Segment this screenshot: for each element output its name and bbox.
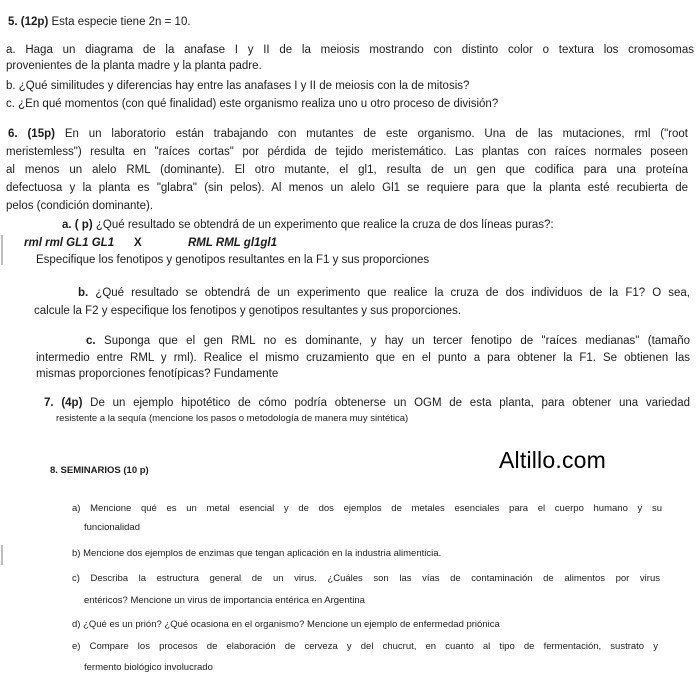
q6-item-a-specify: Especifique los fenotipos y genotipos resultantes en la F1 y sus proporciones	[36, 254, 430, 266]
scan-edge-mark	[1, 235, 3, 265]
q8-title: 8. SEMINARIOS (10 p)	[50, 465, 149, 476]
q6-item-c-line1	[86, 334, 690, 348]
q6-item-b-label: b.	[78, 287, 89, 299]
q8-item-c-line1: c) Describa la estructura general de un virus. ¿Cuáles son las vías de contaminación de alimentos por virus	[72, 573, 660, 584]
q6-item-b-line1	[78, 286, 690, 300]
q8-item-a-line1: a) Mencione qué es un metal esencial y de dos ejemplos de metales esenciales para el cuerpo humano y su	[72, 503, 662, 514]
scan-edge-mark	[1, 545, 3, 565]
q6-item-b-line2: calcule la F2 y especifique los fenotipos y genotipos resultantes y sus proporciones.	[34, 305, 462, 317]
q6-item-c-label: c.	[86, 335, 96, 347]
q6-item-b-text: ¿Qué resultado se obtendrá de un experimento que realice la cruza de dos individuos de la F1? O sea,	[95, 287, 690, 299]
q6-cross-x: X	[134, 237, 142, 249]
q6-item-c-line2: intermedio entre RML y rml). Realice el mismo cruzamiento que en el punto a para obtener la F1. Se obtienen las	[36, 352, 690, 364]
q7-line1-text: De un ejemplo hipotético de cómo podría obtenerse un OGM de esta planta, para obtener una variedad	[90, 397, 690, 409]
q6-points: (15p)	[27, 128, 55, 140]
q6-cross-right: RML RML gl1gl1	[188, 237, 278, 249]
q6-line5: pelos (condición dominante).	[6, 200, 154, 212]
q6-item-a-question: ¿Qué resultado se obtendrá de un experimento que realice la cruza de dos líneas puras?:	[95, 219, 554, 231]
q5-item-c: c. ¿En qué momentos (con qué finalidad) este organismo realiza uno u otro proceso de división?	[6, 98, 499, 110]
q5-item-a-line1: a. Haga un diagrama de la anafase I y II de la meiosis mostrando con distinto color o textura los cromosomas	[6, 44, 694, 56]
q6-number: 6.	[8, 128, 18, 140]
q6-line4: defectuosa y la planta es "glabra" (sin pelos). Al menos un alelo Gl1 se requiere para que la planta esté recubierta de	[6, 182, 688, 194]
q8-item-e-line1: e) Compare los procesos de elaboración de cerveza y del chucrut, en cuanto al tipo de fermentación, sustrato y	[72, 641, 658, 652]
q6-item-a	[62, 218, 554, 232]
q5-header	[8, 15, 191, 29]
q6-item-c-text: Suponga que el gen RML no es dominante, y hay un tercer fenotipo de "raíces medianas" (tamaño	[104, 335, 690, 347]
q8-item-a-line2: funcionalidad	[84, 522, 140, 533]
q5-item-b: b. ¿Qué similitudes y diferencias hay entre las anafases I y II de meiosis con la de mitosis?	[6, 80, 470, 92]
q6-line1-text: En un laboratorio están trabajando con mutantes de este organismo. Una de las mutaciones, rml ("root	[64, 128, 688, 140]
q6-item-c-line3: mismas proporciones fenotípicas? Fundamente	[36, 368, 279, 380]
q6-line2: meristemless") resulta en "raíces cortas" por pérdida de tejido meristemático. Las plantas con raíces normales poseen	[6, 146, 688, 158]
q6-line3: al menos un alelo RML (dominante). El otro mutante, el gl1, resulta de un gen que codifica para una proteína	[6, 164, 688, 176]
q6-cross-left: rml rml GL1 GL1	[24, 237, 115, 249]
altillo-watermark: Altillo.com	[499, 447, 607, 473]
q8-item-d: d) ¿Qué es un prión? ¿Qué ocasiona en el organismo? Mencione un ejemplo de enfermedad priónica	[72, 619, 500, 630]
q7-line2: resistente a la sequía (mencione los pasos o metodología de manera muy sintética)	[56, 413, 409, 424]
q7-line1	[44, 396, 690, 410]
q8-item-b: b) Mencione dos ejemplos de enzimas que tengan aplicación en la industria alimenticia.	[72, 548, 442, 559]
q5-item-a-line2: provenientes de la planta madre y la planta padre.	[6, 60, 262, 72]
q7-points: (4p)	[61, 397, 83, 409]
q5-header-text: Esta especie tiene 2n = 10.	[51, 16, 191, 28]
q8-item-e-line2: fermento biológico involucrado	[84, 662, 213, 673]
q6-line1	[8, 127, 688, 141]
q5-points: (12p)	[20, 16, 49, 28]
q5-number: 5.	[8, 16, 18, 28]
q7-number: 7.	[44, 397, 54, 409]
q8-item-c-line2: entéricos? Mencione un virus de importancia entérica en Argentina	[84, 595, 365, 606]
q6-item-a-label: a. ( p)	[62, 219, 93, 231]
